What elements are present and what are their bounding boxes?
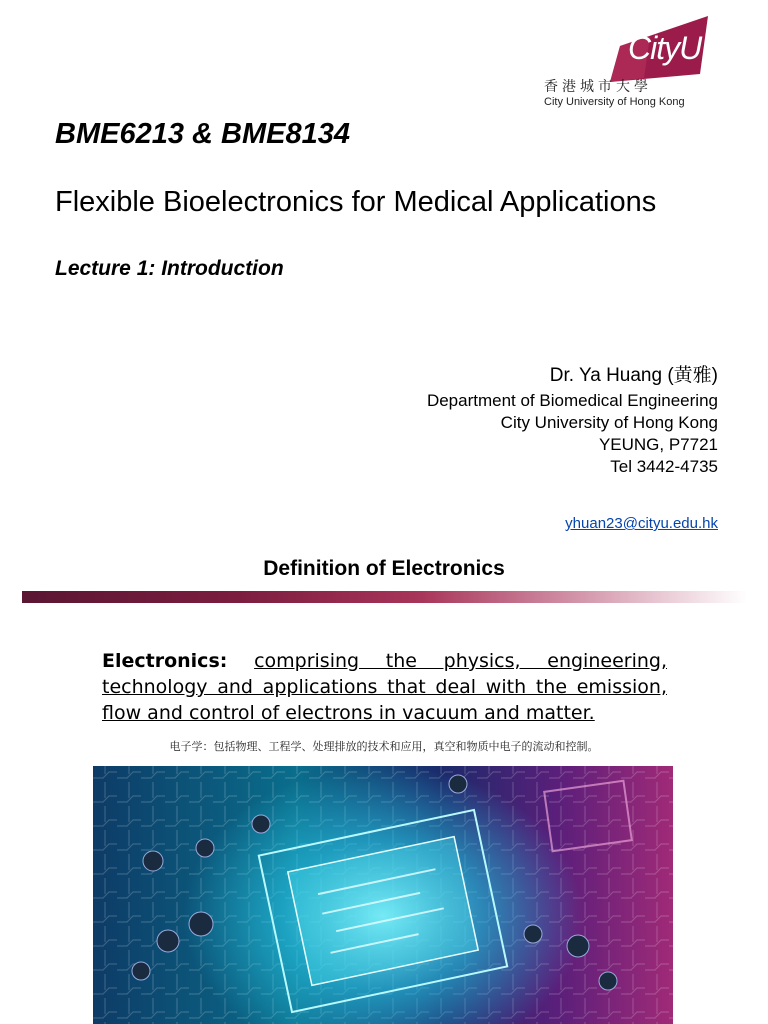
definition-description: comprising the physics, engineering, technology and applications that deal with the emission, flow and control of electrons in vacuum and matter. xyxy=(102,650,667,724)
lecture-title: Lecture 1: Introduction xyxy=(55,257,284,280)
logo-name-chinese: 香港城市大學 xyxy=(544,79,652,95)
instructor-office: YEUNG, P7721 xyxy=(598,435,718,454)
instructor-name: Dr. Ya Huang (黄雅) xyxy=(549,365,718,386)
instructor-university: City University of Hong Kong xyxy=(500,413,718,432)
definition-paragraph xyxy=(102,648,667,726)
logo-name-english: City University of Hong Kong xyxy=(544,96,685,108)
definition-term: Electronics: xyxy=(102,650,228,672)
instructor-tel: Tel 3442-4735 xyxy=(610,457,718,476)
course-title: Flexible Bioelectronics for Medical Applications xyxy=(55,186,657,218)
definition-heading: Definition of Electronics xyxy=(263,557,505,580)
course-codes: BME6213 & BME8134 xyxy=(55,118,350,150)
cityu-logo xyxy=(480,10,740,110)
section-divider-bar xyxy=(22,591,747,603)
definition-chinese: 电子学：包括物理、工程学、处理排放的技术和应用，真空和物质中电子的流动和控制。 xyxy=(169,740,599,753)
instructor-department: Department of Biomedical Engineering xyxy=(426,391,718,410)
logo-wordmark: CityU xyxy=(628,30,702,66)
instructor-email-link[interactable]: yhuan23@cityu.edu.hk xyxy=(565,515,718,532)
circuit-board-image xyxy=(93,766,673,1024)
